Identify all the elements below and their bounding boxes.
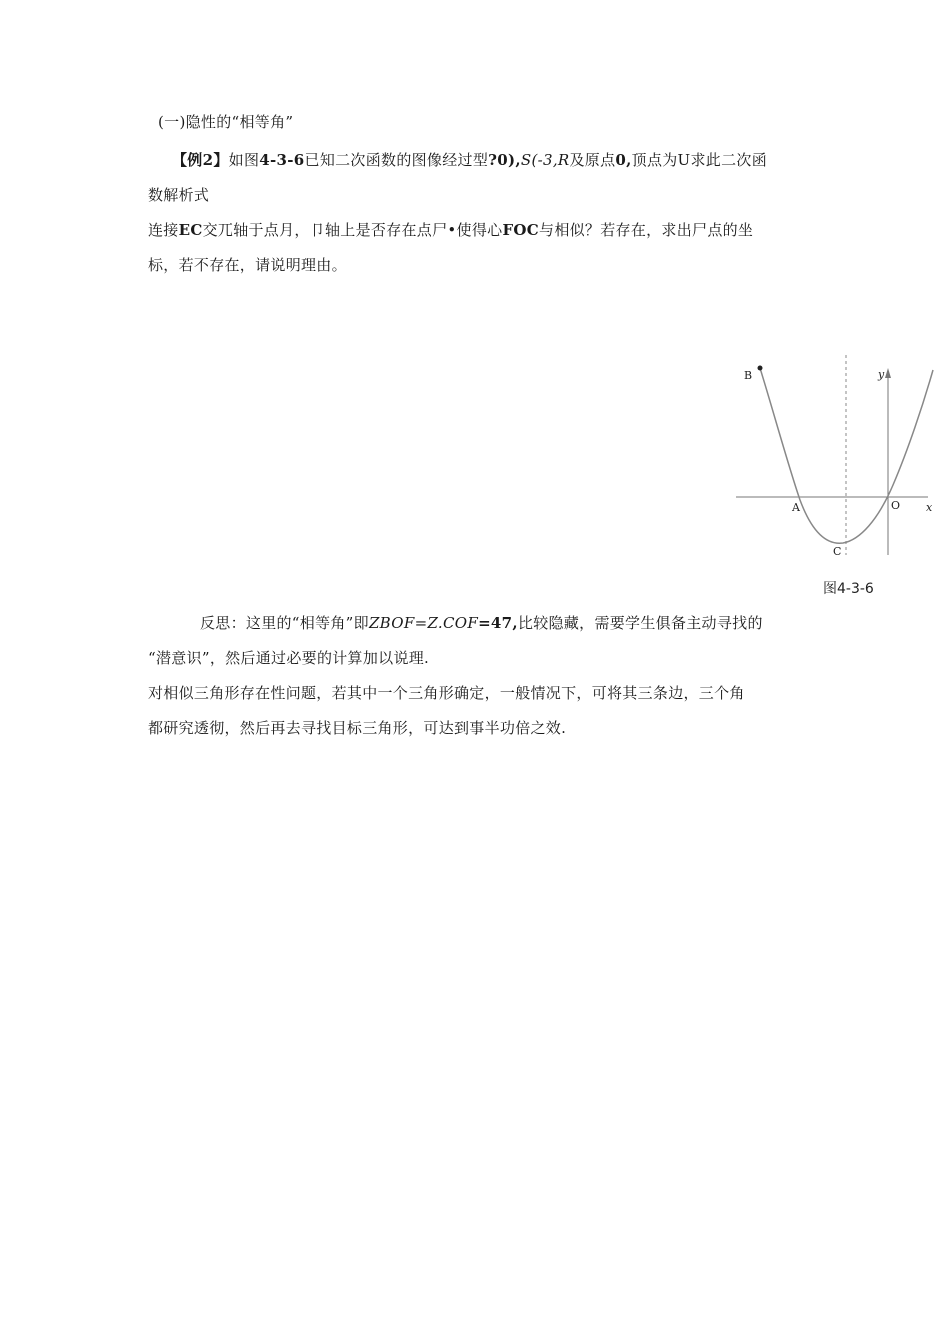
reflection-line-4 bbox=[148, 718, 566, 738]
example-text-1e: 及原点 bbox=[569, 151, 616, 169]
reflection-angle-value: =47, bbox=[478, 614, 518, 632]
y-axis-arrow-icon bbox=[885, 368, 891, 378]
example-segment-ec: EC bbox=[178, 221, 203, 239]
figure-caption: 图4-3-6 bbox=[823, 581, 874, 597]
label-o: O bbox=[891, 499, 901, 512]
label-y: y bbox=[878, 368, 885, 381]
reflection-line-1 bbox=[200, 613, 763, 633]
label-a: A bbox=[792, 501, 800, 514]
label-x: x bbox=[926, 501, 933, 514]
reflection-line-2 bbox=[148, 648, 429, 668]
example-text-4: 标，若不存在，请说明理由。 bbox=[148, 256, 347, 274]
example-point-s: S(-3,R bbox=[520, 151, 570, 169]
example-text-1a: 如图 bbox=[228, 151, 260, 169]
example-text-2: 数解析式 bbox=[148, 186, 210, 204]
reflection-text-1a: 反思：这里的“相等角”即 bbox=[200, 614, 369, 632]
example-text-3a: 连接 bbox=[148, 221, 179, 239]
example-line-1 bbox=[172, 150, 767, 170]
parabola-figure bbox=[728, 350, 938, 560]
example-text-1c: ?0), bbox=[488, 151, 521, 169]
point-b-marker bbox=[758, 366, 763, 371]
parabola-curve bbox=[760, 368, 933, 543]
example-text-3f: 与相似？若存在，求出尸点的坐 bbox=[539, 221, 754, 239]
reflection-text-2: “潜意识”，然后通过必要的计算加以说理. bbox=[148, 649, 430, 667]
example-line-4 bbox=[148, 255, 347, 275]
reflection-line-3 bbox=[148, 683, 745, 703]
example-triangle-foc: FOC bbox=[502, 221, 540, 239]
reflection-text-3: 对相似三角形存在性问题，若其中一个三角形确定，一般情况下，可将其三条边，三个角 bbox=[148, 684, 745, 702]
example-figure-ref: 4-3-6 bbox=[259, 151, 305, 169]
reflection-angle-expr: ZBOF=Z.COF bbox=[368, 614, 479, 632]
example-line-2 bbox=[148, 185, 209, 205]
section-heading bbox=[158, 112, 293, 132]
example-text-1b: 已知二次函数的图像经过型 bbox=[304, 151, 489, 169]
example-text-3d: 卩轴上是否存在点尸•使得心 bbox=[309, 221, 503, 239]
example-text-3c: 交兀轴于点月， bbox=[202, 221, 310, 239]
reflection-text-4: 都研究透彻，然后再去寻找目标三角形，可达到事半功倍之效. bbox=[148, 719, 567, 737]
example-line-3 bbox=[148, 220, 753, 240]
example-origin: 0, bbox=[615, 151, 632, 169]
section-heading-text: (一)隐性的“相等角” bbox=[158, 113, 294, 131]
label-b: B bbox=[744, 369, 753, 382]
label-c: C bbox=[833, 545, 842, 558]
example-label: 【例2】 bbox=[172, 151, 229, 169]
example-text-1g: 顶点为U求此二次函 bbox=[631, 151, 767, 169]
reflection-text-1d: 比较隐藏，需要学生俱备主动寻找的 bbox=[517, 614, 763, 632]
